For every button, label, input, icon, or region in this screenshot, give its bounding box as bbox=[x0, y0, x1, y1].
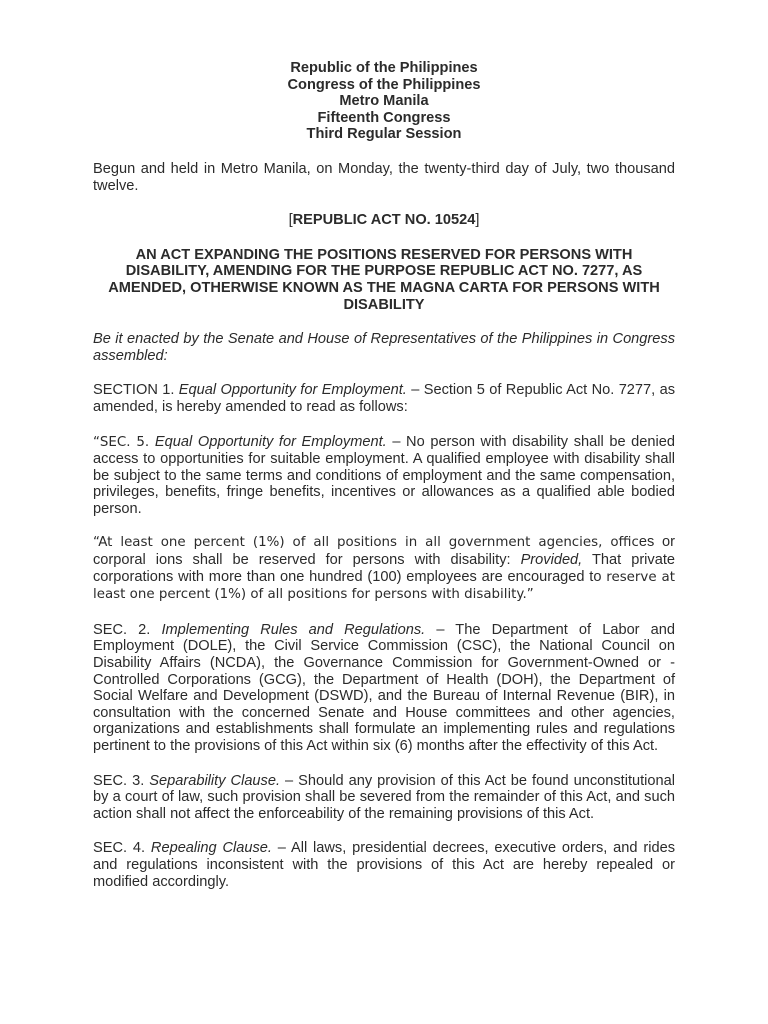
section-4-heading: Repealing Clause. bbox=[150, 840, 272, 857]
section-4-text: – All laws, presidential decrees, executive orders, and rides and regulations inconsistent with the provisions of this Act are hereby repealed or modified accordingly. bbox=[93, 840, 675, 890]
section-2-text: – The Department of Labor and Employment (DOLE), the Civil Service Commission (CSC), the National Council on Disability Affairs (NCDA), the Governance Commission for Government-Owned or - Controlled Corporations (GCG), the Department of Health (DOH), the Department of Social Welfare and Development (DSWD), and the Bureau of Internal Revenue (BIR), in consultation with the concerned Senate and House committees and other agencies, organizations and establishments shall formulate an implementing rules and regulations pertinent to the provisions of this Act within six (6) months after the effectivity of this Act. bbox=[93, 621, 676, 754]
enacting-clause: Be it enacted by the Senate and House of Representatives of the Philippines in Congress assembled: bbox=[93, 331, 675, 364]
section-3-text: – Should any provision of this Act be found unconstitutional by a court of law, such provision shall be severed from the remainder of this Act, and such action shall not affect the enforceability of the remaining provisions of this Act. bbox=[93, 772, 676, 822]
header-congress: Congress of the Philippines bbox=[287, 76, 481, 93]
section-1-text: – Section 5 of Republic Act No. 7277, as amended, is hereby amended to read as follows: bbox=[93, 382, 675, 415]
section-4-label: SEC. 4. bbox=[93, 840, 151, 857]
sec-5-paragraph-1 bbox=[93, 434, 675, 518]
section-1 bbox=[93, 382, 675, 415]
document-body bbox=[93, 60, 675, 890]
sec-5-p2-part2: es or corporal ions shall be reserved for persons with disability: bbox=[93, 534, 675, 569]
begun-statement: Begun and held in Metro Manila, on Monday, the twenty-third day of July, two thousand twelve. bbox=[93, 160, 675, 194]
section-4 bbox=[93, 840, 675, 890]
act-title: AN ACT EXPANDING THE POSITIONS RESERVED FOR PERSONS WITH DISABILITY, AMENDING FOR THE PURPOSE REPUBLIC ACT NO. 7277, AS AMENDED, OTHERWISE KNOWN AS THE MAGNA CARTA FOR PERSONS WITH DISABILITY bbox=[108, 246, 660, 313]
sec-5-p2-part1: “At least one percent (1%) of all positions in all government agencies, offic bbox=[93, 535, 639, 551]
header-session: Third Regular Session bbox=[306, 126, 462, 143]
section-2 bbox=[93, 622, 675, 755]
document-header bbox=[93, 60, 675, 143]
act-number-open-bracket: [ bbox=[288, 212, 293, 229]
sec-5-p2-part4: reserve at least one percent (1%) of all positions for persons with disability.” bbox=[93, 569, 676, 603]
sec-5-heading: Equal Opportunity for Employment. bbox=[154, 433, 387, 450]
header-republic: Republic of the Philippines bbox=[290, 60, 478, 76]
act-number bbox=[93, 212, 675, 229]
header-congress-number: Fifteenth Congress bbox=[317, 109, 451, 126]
sec-5-label: “SEC. 5. bbox=[93, 434, 155, 450]
act-number-text: REPUBLIC ACT NO. 10524 bbox=[292, 212, 476, 229]
section-2-label: SEC. 2. bbox=[93, 621, 162, 638]
section-3-label: SEC. 3. bbox=[93, 772, 150, 789]
section-1-heading: Equal Opportunity for Employment. bbox=[178, 382, 407, 399]
section-3 bbox=[93, 773, 675, 823]
sec-5-p2-provided: Provided, bbox=[520, 552, 583, 569]
section-2-heading: Implementing Rules and Regulations. bbox=[161, 621, 426, 638]
section-1-label: SECTION 1. bbox=[93, 382, 179, 399]
sec-5-paragraph-2 bbox=[93, 534, 675, 603]
sec-5-p2-part3: That private corporations with more than one hundred (100) employees are encouraged to bbox=[93, 552, 676, 585]
act-number-close-bracket: ] bbox=[475, 212, 480, 229]
section-3-heading: Separability Clause. bbox=[149, 772, 281, 789]
sec-5-text: – No person with disability shall be denied access to opportunities for suitable employment. A qualified employee with disability shall be subject to the same terms and conditions of employment and the same compensation, privileges, benefits, fringe benefits, incentives or allowances as a qualified able bodied person. bbox=[93, 433, 676, 517]
header-location: Metro Manila bbox=[339, 93, 429, 110]
